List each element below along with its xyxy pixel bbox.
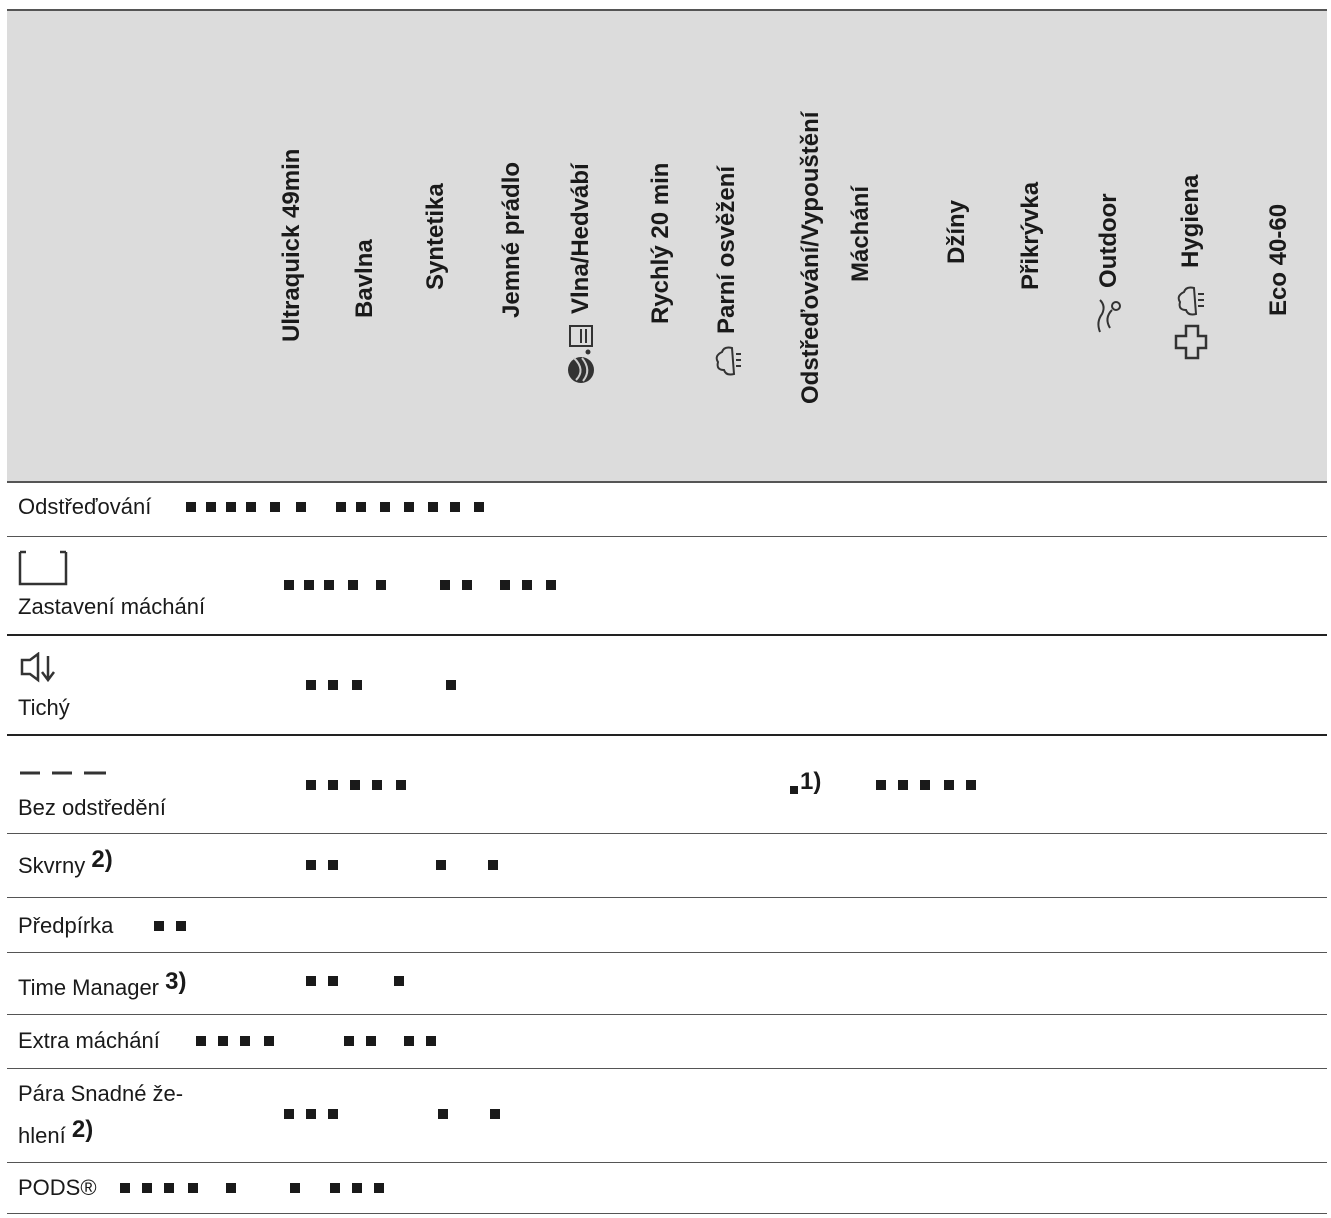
option-marker	[522, 580, 532, 590]
option-marker	[154, 921, 164, 931]
hygiene-icon	[1174, 276, 1208, 360]
option-marker	[438, 1109, 448, 1119]
row-label-time-manager: Time Manager 3)	[18, 968, 187, 1000]
rinse-hold-icon	[18, 550, 70, 586]
col-header-prikryvka: Přikrývka	[1017, 181, 1044, 290]
option-marker	[446, 680, 456, 690]
row-divider	[7, 952, 1327, 953]
option-marker	[356, 502, 366, 512]
option-marker	[330, 1183, 340, 1193]
option-marker	[372, 780, 382, 790]
option-marker	[306, 780, 316, 790]
option-marker	[328, 680, 338, 690]
option-marker	[304, 580, 314, 590]
row-divider	[7, 1014, 1327, 1015]
option-marker	[380, 502, 390, 512]
col-header-rychly: Rychlý 20 min	[647, 162, 674, 324]
option-marker	[246, 502, 256, 512]
option-marker	[324, 580, 334, 590]
option-marker	[944, 780, 954, 790]
option-marker	[296, 502, 306, 512]
option-marker	[142, 1183, 152, 1193]
footnote-marker: 1)	[800, 768, 822, 795]
row-divider	[7, 536, 1327, 537]
row-label-zastaveni: Zastavení máchání	[18, 594, 206, 619]
option-marker	[188, 1183, 198, 1193]
option-marker	[374, 1183, 384, 1193]
row-divider	[7, 833, 1327, 834]
option-marker	[306, 1109, 316, 1119]
col-header-eco: Eco 40-60	[1265, 203, 1292, 316]
option-marker	[336, 502, 346, 512]
option-marker	[546, 580, 556, 590]
col-header-hygiena: Hygiena	[1174, 175, 1208, 360]
col-header-ultraquick: Ultraquick 49min	[278, 148, 305, 342]
quiet-icon	[18, 652, 58, 684]
steam-icon	[712, 342, 742, 378]
option-marker	[120, 1183, 130, 1193]
col-header-odstredovani-vypousteni: Odstřeďování/Vypouštění	[797, 111, 824, 404]
option-marker	[966, 780, 976, 790]
option-marker	[352, 680, 362, 690]
option-marker	[790, 786, 798, 794]
row-label-predpirka: Předpírka	[18, 913, 114, 938]
option-marker	[290, 1183, 300, 1193]
outdoor-icon	[1094, 296, 1124, 336]
row-label-pods: PODS®	[18, 1175, 97, 1200]
option-marker	[270, 502, 280, 512]
row-divider	[7, 734, 1327, 736]
col-header-outdoor: Outdoor	[1094, 193, 1124, 336]
row-label-tichy: Tichý	[18, 695, 70, 720]
option-marker	[306, 860, 316, 870]
option-marker	[404, 1036, 414, 1046]
option-marker	[898, 780, 908, 790]
col-header-bavlna: Bavlna	[351, 239, 378, 318]
col-header-dziny: Džíny	[943, 199, 970, 264]
option-marker	[500, 580, 510, 590]
option-marker	[488, 860, 498, 870]
option-marker	[428, 502, 438, 512]
option-marker	[376, 580, 386, 590]
option-marker	[450, 502, 460, 512]
option-marker	[366, 1036, 376, 1046]
option-marker	[490, 1109, 500, 1119]
option-marker	[344, 1036, 354, 1046]
row-divider	[7, 1213, 1327, 1214]
row-label-bez-odstredeni: Bez odstředění	[18, 795, 166, 820]
row-divider	[7, 634, 1327, 636]
option-marker	[348, 580, 358, 590]
option-marker	[306, 680, 316, 690]
option-marker	[396, 780, 406, 790]
option-marker	[352, 1183, 362, 1193]
row-label-para-line2: hlení 2)	[18, 1116, 94, 1148]
row-label-odstredovani: Odstřeďování	[18, 494, 152, 519]
row-divider	[7, 1068, 1327, 1069]
option-marker	[206, 502, 216, 512]
row-divider	[7, 1162, 1327, 1163]
option-marker	[186, 502, 196, 512]
option-marker	[164, 1183, 174, 1193]
option-marker	[436, 860, 446, 870]
footnote-ref: 3)	[165, 968, 187, 995]
col-header-machani: Máchání	[847, 185, 874, 282]
footnote-ref: 2)	[71, 1116, 94, 1143]
option-marker	[264, 1036, 274, 1046]
option-marker	[462, 580, 472, 590]
option-marker	[876, 780, 886, 790]
wool-ball-icon	[566, 322, 596, 386]
option-marker	[328, 860, 338, 870]
option-marker	[284, 1109, 294, 1119]
option-marker	[350, 780, 360, 790]
option-marker	[474, 502, 484, 512]
option-marker	[328, 1109, 338, 1119]
footnote-ref: 2)	[91, 846, 113, 873]
option-marker	[920, 780, 930, 790]
option-marker	[196, 1036, 206, 1046]
option-marker	[306, 976, 316, 986]
option-marker	[284, 580, 294, 590]
option-marker	[394, 976, 404, 986]
option-marker	[404, 502, 414, 512]
row-label-skvrny: Skvrny 2)	[18, 846, 113, 878]
option-marker	[240, 1036, 250, 1046]
option-marker	[218, 1036, 228, 1046]
col-header-jemne: Jemné prádlo	[498, 161, 525, 318]
option-marker	[328, 976, 338, 986]
option-marker	[176, 921, 186, 931]
option-marker	[226, 502, 236, 512]
row-divider	[7, 897, 1327, 898]
row-label-extra-machani: Extra máchání	[18, 1028, 160, 1053]
col-header-syntetika: Syntetika	[422, 183, 449, 290]
col-header-vlna: Vlna/Hedvábí	[566, 163, 596, 386]
option-marker	[226, 1183, 236, 1193]
no-spin-icon	[18, 768, 108, 778]
option-marker	[426, 1036, 436, 1046]
row-label-para-line1: Pára Snadné že-	[18, 1081, 184, 1106]
option-marker	[440, 580, 450, 590]
option-marker	[328, 780, 338, 790]
col-header-parni: Parní osvěžení	[712, 166, 742, 378]
